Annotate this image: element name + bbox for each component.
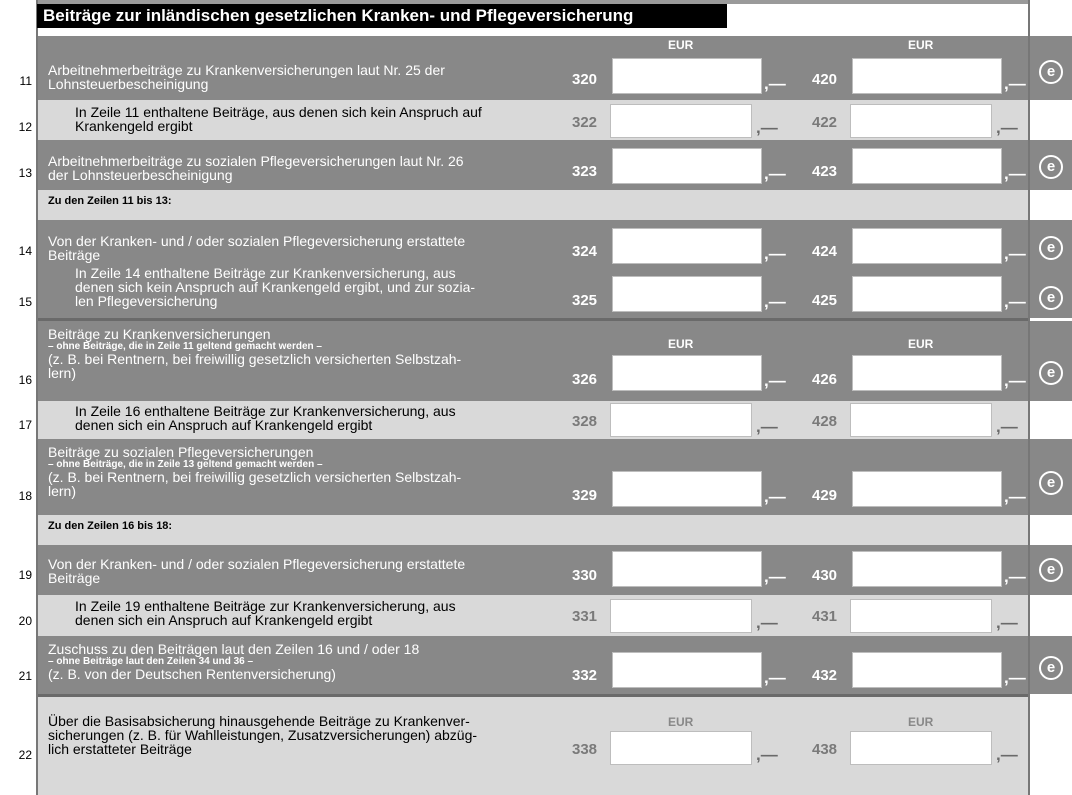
field-code-a: 330 <box>572 567 598 584</box>
row-label: Über die Basisabsicherung hinausgehende Beiträge zu Krankenver- sicherungen (z. B. für Wahlleistungen, Zusatzversicherungen) abzüg- lich erstatteter Beiträge <box>48 713 478 757</box>
section-heading: Zu den Zeilen 16 bis 18: <box>38 515 1028 545</box>
field-code-b: 432 <box>812 667 838 684</box>
amount-suffix: ,— <box>1004 164 1026 183</box>
field-code-a: 324 <box>572 243 598 260</box>
row-label: Beiträge zu sozialen Pflegeversicherungen – ohne Beiträge, die in Zeile 13 geltend gemacht werden – (z. B. bei Rentnern, bei freiwillig gesetzlich versicherten Selbstzah- lern) <box>48 444 462 499</box>
row-22 <box>38 697 1028 795</box>
amount-input-326[interactable] <box>612 355 762 391</box>
section-heading: Zu den Zeilen 11 bis 13: <box>38 190 1028 220</box>
row-16 <box>38 321 1028 401</box>
amount-suffix: ,— <box>996 118 1018 137</box>
row-label: Von der Kranken- und / oder sozialen Pflegeversicherung erstattete Beiträge <box>48 556 466 586</box>
row-14 <box>38 220 1028 268</box>
field-code-b: 422 <box>812 114 838 131</box>
field-code-a: 331 <box>572 608 598 625</box>
field-code-b: 428 <box>812 413 838 430</box>
amount-input-429[interactable] <box>852 471 1002 507</box>
field-code-b: 430 <box>812 567 838 584</box>
amount-input-426[interactable] <box>852 355 1002 391</box>
row-20 <box>38 595 1028 636</box>
line-number: 11 <box>19 74 32 88</box>
amount-suffix: ,— <box>996 613 1018 632</box>
amount-input-331[interactable] <box>610 599 752 633</box>
e-icon: e <box>1039 656 1063 680</box>
e-icon: e <box>1039 361 1063 385</box>
eur-header-a: EUR <box>668 337 694 351</box>
e-tab <box>1030 636 1072 694</box>
row-13 <box>38 140 1028 190</box>
e-icon: e <box>1039 155 1063 179</box>
eur-header-b: EUR <box>908 715 934 729</box>
amount-input-320[interactable] <box>612 58 762 94</box>
line-number: 12 <box>18 120 32 134</box>
amount-input-323[interactable] <box>612 148 762 184</box>
e-tab <box>1030 439 1072 515</box>
eur-header-b: EUR <box>908 337 934 351</box>
line-number: 17 <box>18 418 32 432</box>
amount-suffix: ,— <box>764 164 786 183</box>
row-label: In Zeile 14 enthaltene Beiträge zur Krankenversicherung, aus denen sich kein Anspruch auf Krankengeld ergibt, und zur sozia- len Pflegeversicherung <box>75 265 476 309</box>
line-number: 15 <box>18 295 32 309</box>
row-label: In Zeile 16 enthaltene Beiträge zur Krankenversicherung, aus denen sich ein Anspruch auf Krankengeld ergibt <box>75 403 456 433</box>
field-code-b: 424 <box>812 243 838 260</box>
e-tab <box>1030 268 1072 318</box>
amount-suffix: ,— <box>756 613 778 632</box>
amount-input-431[interactable] <box>850 599 992 633</box>
row-15 <box>38 265 1028 318</box>
line-number: 20 <box>18 614 32 628</box>
field-code-a: 322 <box>572 114 598 131</box>
amount-input-322[interactable] <box>610 104 752 138</box>
amount-suffix: ,— <box>764 487 786 506</box>
amount-input-328[interactable] <box>610 403 752 437</box>
e-tab <box>1030 36 1072 100</box>
row-label: Von der Kranken- und / oder sozialen Pflegeversicherung erstattete Beiträge <box>48 233 466 263</box>
field-code-a: 325 <box>572 292 598 309</box>
amount-input-324[interactable] <box>612 228 762 264</box>
amount-suffix: ,— <box>764 567 786 586</box>
row-label: In Zeile 19 enthaltene Beiträge zur Krankenversicherung, aus denen sich ein Anspruch auf Krankengeld ergibt <box>75 598 456 628</box>
field-code-b: 438 <box>812 741 838 758</box>
line-number: 13 <box>18 166 32 180</box>
amount-suffix: ,— <box>1004 74 1026 93</box>
row-label: In Zeile 11 enthaltene Beiträge, aus denen sich kein Anspruch auf Krankengeld ergibt <box>75 104 482 134</box>
line-number: 21 <box>18 669 32 683</box>
e-icon: e <box>1039 471 1063 495</box>
amount-input-425[interactable] <box>852 276 1002 312</box>
e-tab <box>1030 220 1072 268</box>
eur-header-a: EUR <box>668 38 694 52</box>
line-number: 16 <box>18 373 32 387</box>
e-icon: e <box>1039 558 1063 582</box>
amount-input-330[interactable] <box>612 551 762 587</box>
eur-header-b: EUR <box>908 38 934 52</box>
amount-input-432[interactable] <box>852 652 1002 688</box>
amount-suffix: ,— <box>756 745 778 764</box>
amount-suffix: ,— <box>764 74 786 93</box>
row-17 <box>38 401 1028 439</box>
amount-input-438[interactable] <box>850 731 992 765</box>
amount-input-329[interactable] <box>612 471 762 507</box>
line-number: 19 <box>18 568 32 582</box>
amount-suffix: ,— <box>756 417 778 436</box>
e-tab <box>1030 545 1072 595</box>
eur-header-a: EUR <box>668 715 694 729</box>
line-number: 14 <box>18 244 32 258</box>
field-code-a: 332 <box>572 667 598 684</box>
row-18 <box>38 439 1028 515</box>
amount-input-422[interactable] <box>850 104 992 138</box>
amount-suffix: ,— <box>756 118 778 137</box>
field-code-a: 326 <box>572 371 598 388</box>
amount-input-325[interactable] <box>612 276 762 312</box>
amount-suffix: ,— <box>764 292 786 311</box>
amount-input-338[interactable] <box>610 731 752 765</box>
row-12 <box>38 100 1028 140</box>
amount-suffix: ,— <box>1004 244 1026 263</box>
amount-suffix: ,— <box>1004 292 1026 311</box>
line-number: 22 <box>18 748 32 762</box>
amount-input-420[interactable] <box>852 58 1002 94</box>
field-code-a: 323 <box>572 163 598 180</box>
amount-suffix: ,— <box>1004 668 1026 687</box>
row-label: Arbeitnehmerbeiträge zu Krankenversicherungen laut Nr. 25 der Lohnsteuerbescheinigung <box>48 62 445 92</box>
e-icon: e <box>1039 236 1063 260</box>
amount-input-430[interactable] <box>852 551 1002 587</box>
line-number: 18 <box>18 489 32 503</box>
field-code-a: 328 <box>572 413 598 430</box>
field-code-b: 431 <box>812 608 838 625</box>
amount-suffix: ,— <box>764 371 786 390</box>
field-code-a: 329 <box>572 487 598 504</box>
row-label: Zuschuss zu den Beiträgen laut den Zeilen 16 und / oder 18 – ohne Beiträge laut den Zeilen 34 und 36 – (z. B. von der Deutschen Rentenversicherung) <box>48 641 420 682</box>
amount-suffix: ,— <box>996 417 1018 436</box>
row-label: Beiträge zu Krankenversicherungen – ohne Beiträge, die in Zeile 11 geltend gemacht werden – (z. B. bei Rentnern, bei freiwillig gesetzlich versicherten Selbstzah- lern) <box>48 326 462 381</box>
amount-input-332[interactable] <box>612 652 762 688</box>
field-code-a: 338 <box>572 741 598 758</box>
amount-input-423[interactable] <box>852 148 1002 184</box>
section-title: Beiträge zur inländischen gesetzlichen Kranken- und Pflegeversicherung <box>37 4 727 28</box>
amount-suffix: ,— <box>996 745 1018 764</box>
field-code-b: 420 <box>812 71 838 88</box>
field-code-b: 423 <box>812 163 838 180</box>
field-code-b: 429 <box>812 487 838 504</box>
field-code-b: 425 <box>812 292 838 309</box>
amount-suffix: ,— <box>1004 567 1026 586</box>
row-21 <box>38 636 1028 694</box>
e-icon: e <box>1039 286 1063 310</box>
amount-suffix: ,— <box>764 668 786 687</box>
amount-suffix: ,— <box>1004 371 1026 390</box>
field-code-a: 320 <box>572 71 598 88</box>
field-code-b: 426 <box>812 371 838 388</box>
amount-input-424[interactable] <box>852 228 1002 264</box>
row-label: Arbeitnehmerbeiträge zu sozialen Pflegeversicherungen laut Nr. 26 der Lohnsteuerbescheinigung <box>48 153 464 183</box>
e-tab <box>1030 321 1072 401</box>
row-11 <box>38 36 1028 100</box>
amount-suffix: ,— <box>1004 487 1026 506</box>
amount-input-428[interactable] <box>850 403 992 437</box>
amount-suffix: ,— <box>764 244 786 263</box>
e-icon: e <box>1039 60 1063 84</box>
row-19 <box>38 545 1028 595</box>
e-tab <box>1030 140 1072 190</box>
